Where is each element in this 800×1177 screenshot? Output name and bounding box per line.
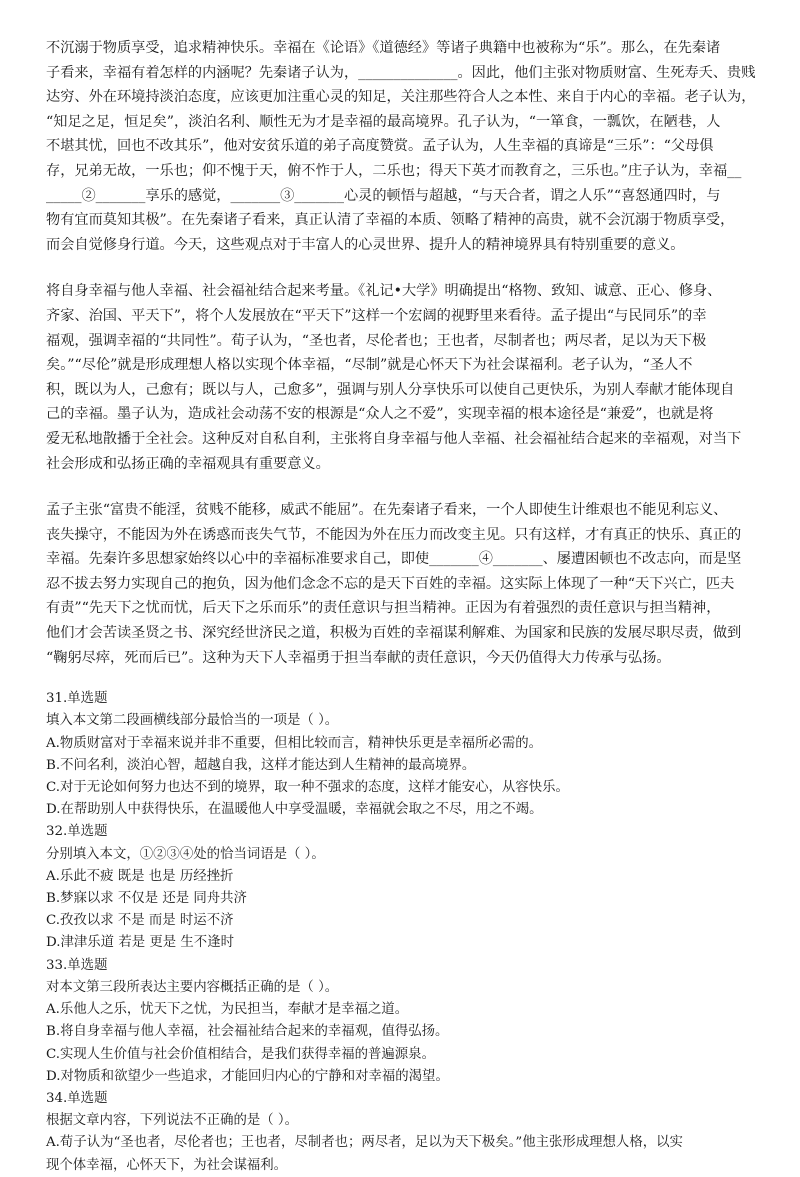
text-line: “鞠躬尽瘁，死而后已”。这种为天下人幸福勇于担当奉献的责任意识，今天仍值得大力传承与弘扬。 <box>46 649 671 666</box>
answer-option[interactable]: C.孜孜以求 不是 而是 时运不济 <box>46 913 234 929</box>
text-line: 孟子主张“富贵不能淫，贫贱不能移，威武不能屈”。在先秦诸子看来，一个人即使生计维艰也不能见利忘义、 <box>46 502 728 519</box>
question-number: 31.单选题 <box>46 691 108 707</box>
answer-option[interactable]: B.不问名利，淡泊心智，超越自我，这样才能达到人生精神的最高境界。 <box>46 757 476 773</box>
answer-option[interactable]: B.梦寐以求 不仅是 还是 同舟共济 <box>46 891 247 907</box>
text-line: 丧失操守，不能因为外在诱惑而丧失气节，不能因为外在压力而改变主见。只有这样，才有真正的快乐、真正的 <box>46 526 742 543</box>
text-line: 有责”“先天下之忧而忧，后天下之乐而乐”的责任意识与担当精神。正因为有着强烈的责任意识与担当精神， <box>46 600 721 617</box>
question-number: 33.单选题 <box>46 957 108 973</box>
text-line: 幸福。先秦许多思想家始终以心中的幸福标准要求自己，即使_______④_______、屡遭困顿也不改志向，而是坚 <box>46 551 742 568</box>
question-stem: 填入本文第二段画横线部分最恰当的一项是（ ）。 <box>46 713 339 729</box>
question-stem: 分别填入本文，①②③④处的恰当词语是（ ）。 <box>46 846 325 862</box>
text-line: “知足之足，恒足矣”，淡泊名利、顺性无为才是幸福的最高境界。孔子认为，“一箪食，一瓢饮，在陋巷，人 <box>46 113 721 130</box>
answer-option[interactable]: D.在帮助别人中获得快乐，在温暖他人中享受温暖，幸福就会取之不尽，用之不竭。 <box>46 802 543 818</box>
text-line: 福观，强调幸福的“共同性”。荀子认为，“圣也者，尽伦者也；王也者，尽制者也；两尽者，足以为天下极 <box>46 332 707 349</box>
text-line: 物有宜而莫知其极”。在先秦诸子看来，真正认清了幸福的本质、领略了精神的高贵，就不会沉溺于物质享受， <box>46 212 735 229</box>
text-line: 存，兄弟无故，一乐也；仰不愧于天，俯不怍于人，二乐也；得天下英才而教育之，三乐也。”庄子认为，幸福__ <box>46 162 742 179</box>
text-line: 爱无私地散播于全社会。这种反对自私自利，主张将自身幸福与他人幸福、社会福祉结合起来的幸福观，对当下 <box>46 430 742 447</box>
text-line: 齐家、治国、平天下”，将个人发展放在“平天下”这样一个宏阔的视野里来看待。孟子提出“与民同乐”的幸 <box>46 307 707 324</box>
answer-option[interactable]: D.对物质和欲望少一些追求，才能回归内心的宁静和对幸福的渴望。 <box>46 1068 449 1084</box>
question-number: 32.单选题 <box>46 824 108 840</box>
text-line: 积，既以为人，己愈有；既以与人，己愈多”，强调与别人分享快乐可以使自己更快乐，为别人奉献才能体现自 <box>46 381 735 398</box>
text-line: 矣。”“尽伦”就是形成理想人格以实现个体幸福，“尽制”就是心怀天下为社会谋福利。老子认为，“圣人不 <box>46 357 693 374</box>
answer-option[interactable]: D.津津乐道 若是 更是 生不逢时 <box>46 935 234 951</box>
text-line: 己的幸福。墨子认为，造成社会动荡不安的根源是“众人之不爱”，实现幸福的根本途径是“兼爱”，也就是将 <box>46 406 714 423</box>
passage-paragraph-1 <box>46 36 768 257</box>
text-line: 他们才会苦读圣贤之书、深究经世济民之道，积极为百姓的幸福谋利解难、为国家和民族的发展尽职尽责，做到 <box>46 625 742 642</box>
text-line: 不沉溺于物质享受，追求精神快乐。幸福在《论语》《道德经》等诸子典籍中也被称为“乐”。那么，在先秦诸 <box>46 40 721 56</box>
passage-paragraph-3 <box>46 498 768 670</box>
answer-option-continuation: 现个体幸福，心怀天下，为社会谋福利。 <box>46 1157 288 1173</box>
text-line: 不堪其忧，回也不改其乐”，他对安贫乐道的弟子高度赞赏。孟子认为，人生幸福的真谛是“三乐”：“父母俱 <box>46 138 714 155</box>
document-page <box>46 36 768 1177</box>
text-line: 达穷、外在环境持淡泊态度，应该更加注重心灵的知足，关注那些符合人之本性、来自于内心的幸福。老子认为， <box>46 89 756 106</box>
answer-option[interactable]: C.实现人生价值与社会价值相结合，是我们获得幸福的普遍源泉。 <box>46 1046 435 1062</box>
answer-option[interactable]: B.将自身幸福与他人幸福，社会福祉结合起来的幸福观，值得弘扬。 <box>46 1024 449 1040</box>
answer-option[interactable]: A.乐他人之乐，忧天下之忧，为民担当，奉献才是幸福之道。 <box>46 1002 409 1018</box>
text-line: _____②_______享乐的感觉，_______③_______心灵的顿悟与超越，“与天合者，谓之人乐”“喜怒通四时，与 <box>46 187 721 204</box>
text-line: 子看来，幸福有着怎样的内涵呢？先秦诸子认为，______________。因此，他们主张对物质财富、生死寿夭、贵贱 <box>46 64 756 81</box>
text-line: 而会自觉修身行道。今天，这些观点对于丰富人的心灵世界、提升人的精神境界具有特别重要的意义。 <box>46 236 685 253</box>
question-stem: 根据文章内容，下列说法不正确的是（ ）。 <box>46 1113 298 1129</box>
answer-option[interactable]: A.荀子认为“圣也者，尽伦者也；王也者，尽制者也；两尽者，足以为天下极矣。”他主张形成理想人格，以实 <box>46 1135 683 1151</box>
answer-option[interactable]: C.对于无论如何努力也达不到的境界，取一种不强求的态度，这样才能安心，从容快乐。 <box>46 780 569 796</box>
text-line: 将自身幸福与他人幸福、社会福祉结合起来考量。《礼记•大学》明确提出“格物、致知、诚意、正心、修身、 <box>46 283 722 300</box>
passage-paragraph-2 <box>46 279 768 476</box>
answer-option[interactable]: A.物质财富对于幸福来说并非不重要，但相比较而言，精神快乐更是幸福所必需的。 <box>46 735 542 751</box>
answer-option[interactable]: A.乐此不疲 既是 也是 历经挫折 <box>46 868 234 884</box>
text-line: 忍不拔去努力实现自己的抱负，因为他们念念不忘的是天下百姓的幸福。这实际上体现了一种“天下兴亡，匹夫 <box>46 575 735 592</box>
question-number: 34.单选题 <box>46 1090 108 1106</box>
question-list <box>46 688 768 1176</box>
text-line: 社会形成和弘扬正确的幸福观具有重要意义。 <box>46 455 330 472</box>
question-stem: 对本文第三段所表达主要内容概括正确的是（ ）。 <box>46 979 339 995</box>
